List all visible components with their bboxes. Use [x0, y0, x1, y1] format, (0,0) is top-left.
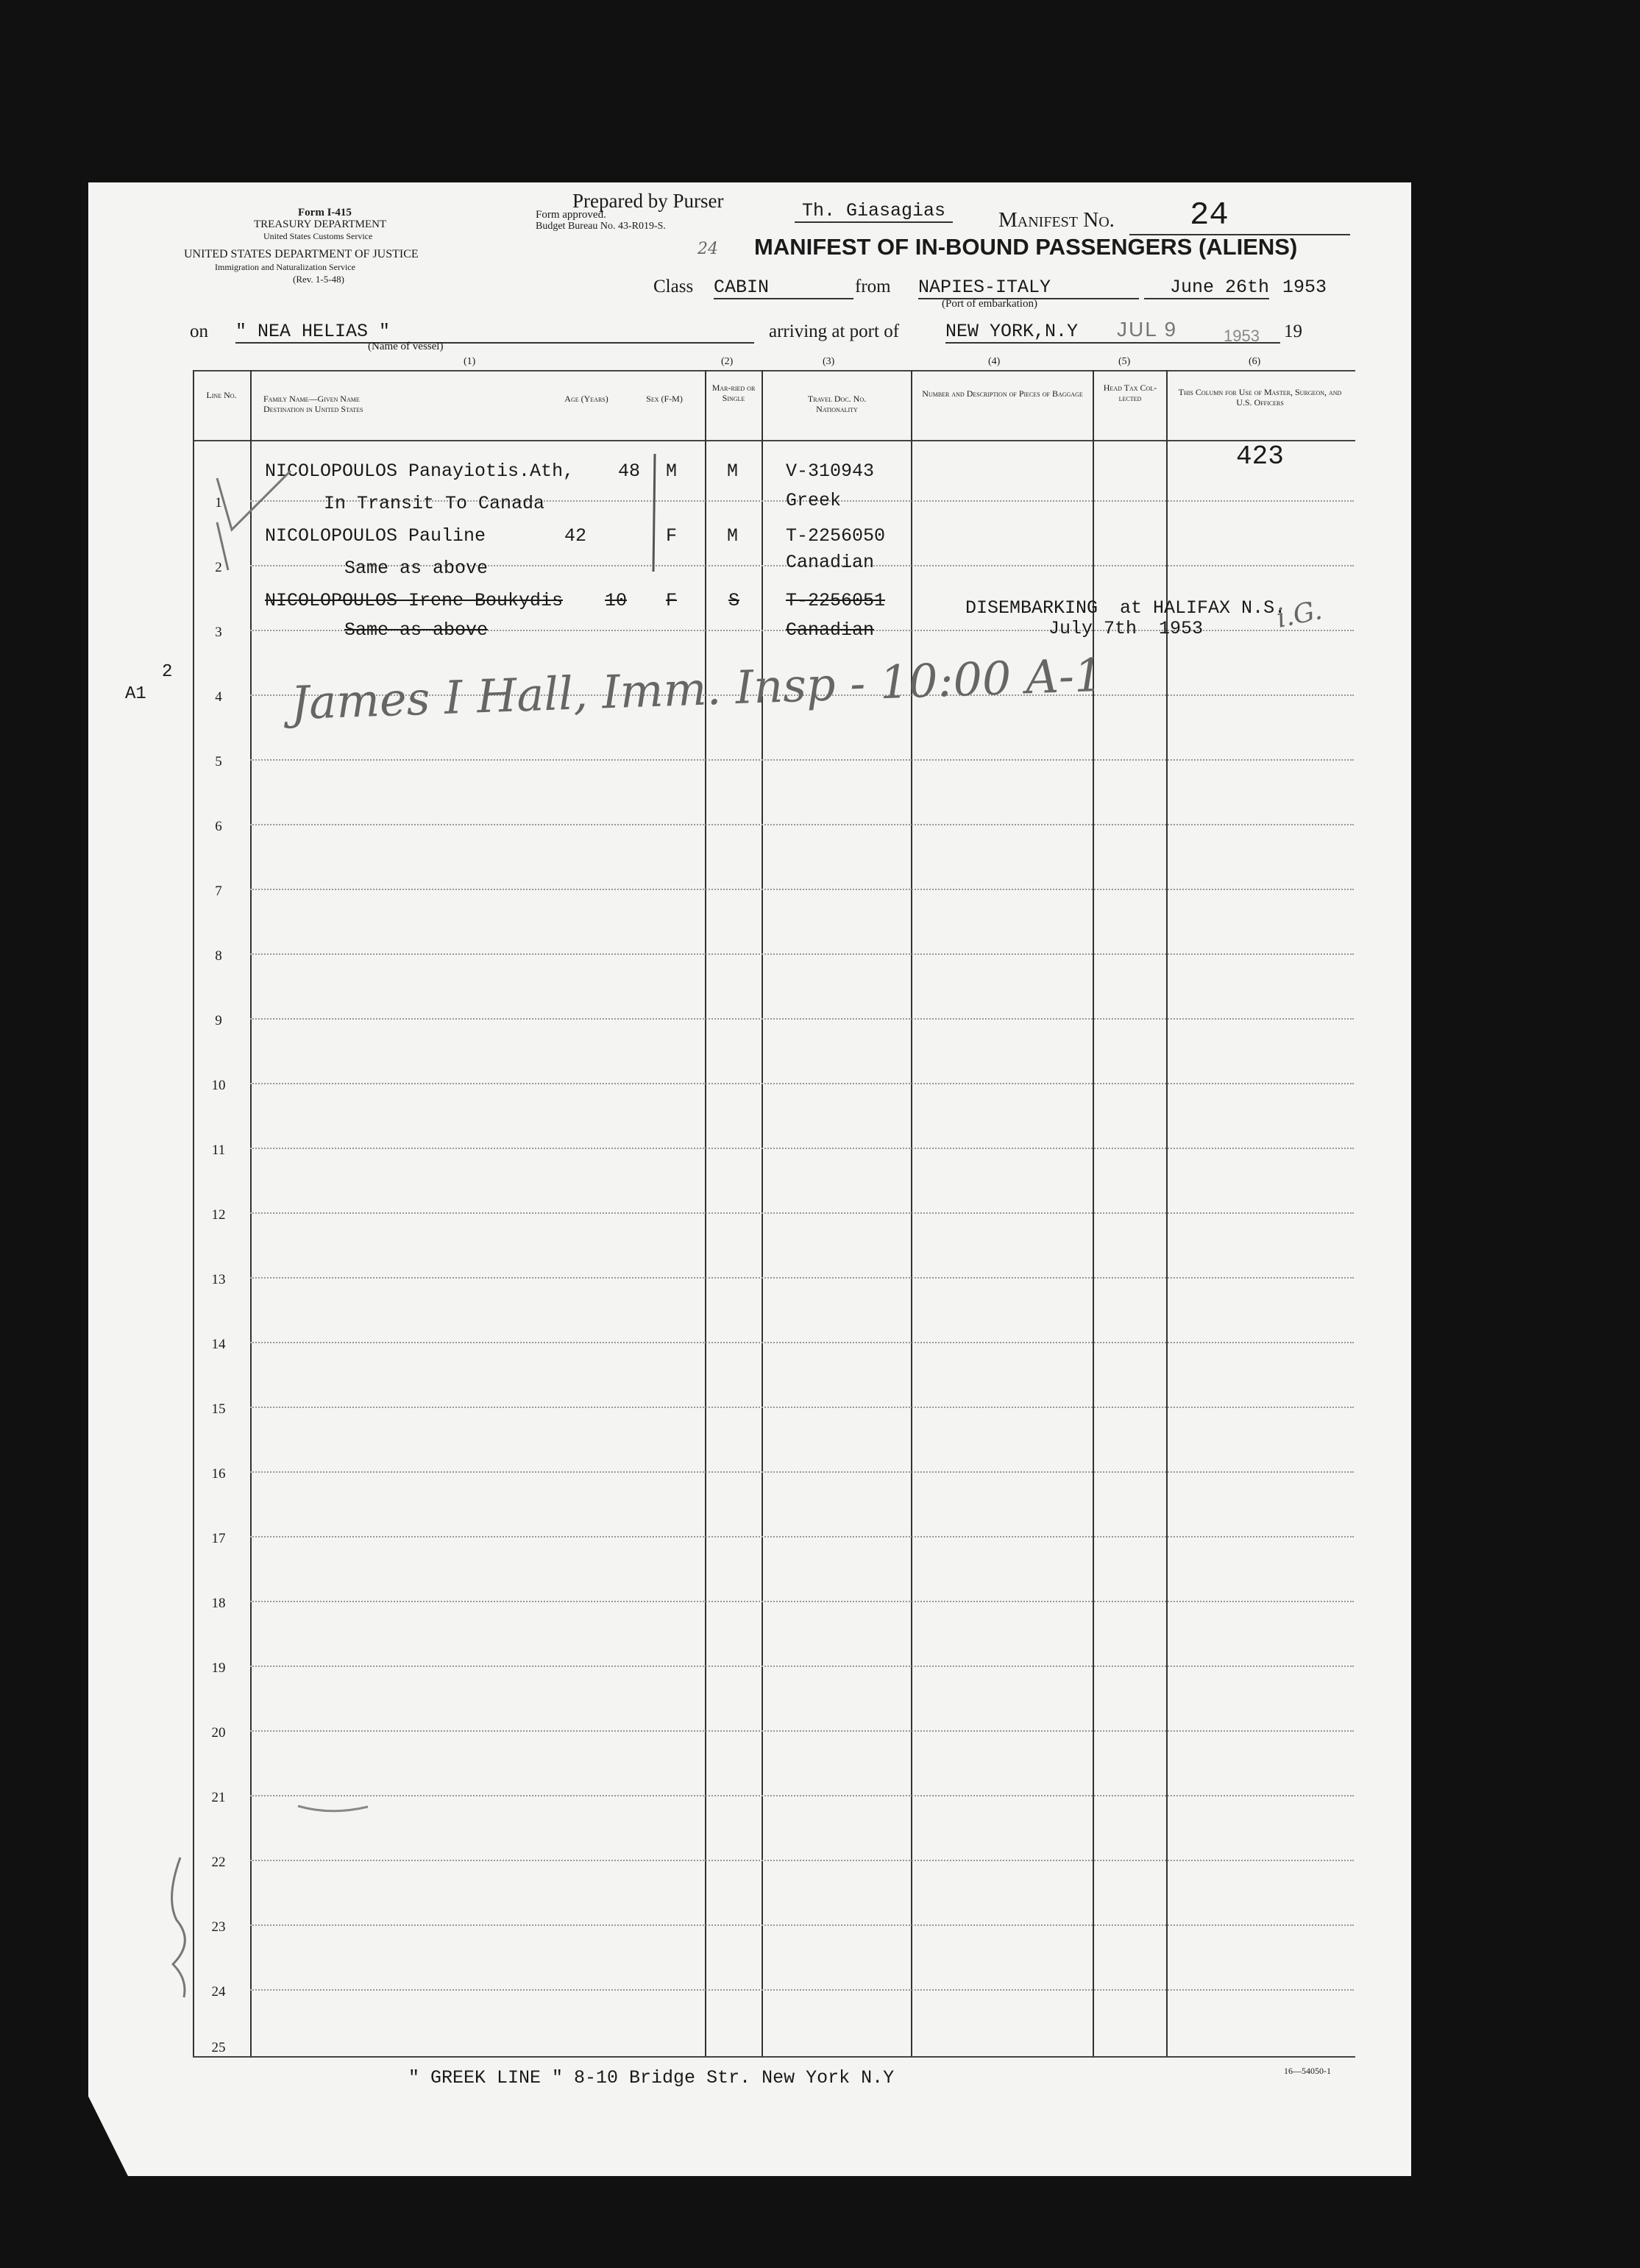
passenger-married: M [727, 461, 739, 482]
officer-number: 423 [1236, 441, 1284, 472]
line-number: 24 [211, 1984, 226, 1999]
class-label: Class [653, 277, 694, 296]
row-divider [250, 1666, 1354, 1667]
year-prefix: 19 [1284, 321, 1302, 341]
manifest-number: 24 [1190, 197, 1229, 234]
row-divider [250, 889, 1354, 890]
passenger-sex: F [666, 525, 678, 547]
port-of-embarkation: NAPIES-ITALY [918, 277, 1139, 299]
header-baggage: Number and Description of Pieces of Baggage [922, 388, 1083, 399]
line-number: 19 [211, 1660, 226, 1676]
line-number: 12 [211, 1207, 226, 1223]
sailing-date: June 26th [1144, 277, 1269, 299]
prepared-by-label: Prepared by Purser [572, 190, 724, 212]
manifest-title: MANIFEST OF IN-BOUND PASSENGERS (ALIENS) [754, 234, 1298, 260]
destination: Same as above [344, 558, 489, 579]
margin-mark-top: 2 [162, 662, 173, 682]
line-number: 4 [215, 689, 222, 705]
line-number: 7 [215, 884, 222, 899]
treasury-dept: TREASURY DEPARTMENT [254, 218, 387, 230]
header-destination: Destination in United States [263, 404, 363, 414]
passenger-married: S [728, 590, 740, 611]
col-num-3: (3) [823, 356, 835, 367]
column-divider [193, 370, 194, 2056]
row-divider [250, 1407, 1354, 1408]
passenger-sex: F [666, 590, 678, 611]
line-number: 15 [211, 1401, 226, 1417]
row-divider [250, 824, 1354, 825]
col-num-1: (1) [464, 356, 476, 367]
line-number: 8 [215, 948, 222, 964]
line-number: 11 [211, 1142, 226, 1158]
line-number: 13 [211, 1272, 226, 1287]
passenger-age: 48 [618, 461, 641, 482]
sailing-year: 1953 [1282, 277, 1327, 298]
row-divider [250, 1536, 1354, 1538]
arrival-stamp-year: 1953 [1224, 327, 1260, 345]
line-number: 5 [215, 754, 222, 769]
header-bottom-border [193, 440, 1355, 441]
col-num-2: (2) [721, 356, 734, 367]
bracket-mark-icon [647, 450, 662, 575]
line-number: 22 [211, 1855, 226, 1870]
manifest-no-value [1129, 197, 1350, 235]
passenger-age: 10 [605, 590, 628, 611]
inspector-initials: i.G. [1274, 595, 1325, 634]
budget-bureau: Budget Bureau No. 43-R019-S. [536, 221, 666, 232]
line-number: 1 [215, 495, 222, 511]
row-divider [250, 1277, 1354, 1279]
line-number: 3 [215, 625, 222, 640]
pencil-scribble-icon [151, 1854, 210, 2001]
disembark-note: DISEMBARKING at HALIFAX N.S. [965, 597, 1286, 619]
table-bottom-border [193, 2056, 1355, 2058]
header-name: Family Name—Given Name [263, 394, 360, 404]
row-divider [250, 1795, 1354, 1796]
from-label: from [855, 277, 891, 296]
arriving-label: arriving at port of [769, 321, 900, 341]
line-number: 14 [211, 1337, 226, 1352]
line-number: 17 [211, 1531, 226, 1546]
header-officers: This Column for Use of Master, Surgeon, and U.S. Officers [1178, 387, 1342, 408]
destination: Same as above [344, 619, 489, 641]
line-number: 23 [211, 1919, 226, 1935]
col-num-5: (5) [1118, 356, 1131, 367]
header-head-tax: Head Tax Col-lected [1103, 383, 1157, 403]
row-divider [250, 1148, 1354, 1149]
line-number: 16 [211, 1466, 226, 1482]
nationality: Greek [786, 490, 842, 511]
line-number: 20 [211, 1725, 226, 1741]
on-label: on [190, 321, 208, 341]
line-number: 2 [215, 560, 222, 575]
header-age: Age (Years) [564, 394, 608, 404]
header-married: Mar-ried or Single [711, 383, 756, 403]
nationality: Canadian [786, 619, 875, 641]
row-divider [250, 1730, 1354, 1732]
purser-name: Th. Giasagias [795, 200, 953, 223]
footer-line: " GREEK LINE " 8-10 Bridge Str. New York N.Y [408, 2067, 895, 2089]
destination: In Transit To Canada [324, 493, 545, 514]
vessel-caption: (Name of vessel) [368, 341, 444, 352]
passenger-name: NICOLOPOULOS Pauline [265, 525, 486, 547]
row-divider [250, 1083, 1354, 1084]
manifest-no-label: Manifest No. [998, 208, 1115, 232]
header-line-no: Line No. [206, 390, 237, 400]
passenger-age: 42 [564, 525, 587, 547]
row-divider [250, 1989, 1354, 1991]
row-divider [250, 1212, 1354, 1214]
disembark-date: July 7th 1953 [1048, 618, 1204, 639]
form-number: Form I-415 [298, 207, 352, 218]
justice-dept: UNITED STATES DEPARTMENT OF JUSTICE [184, 248, 419, 260]
line-number: 21 [211, 1790, 226, 1805]
vessel-name: " NEA HELIAS " [235, 321, 754, 344]
passenger-sex: M [666, 461, 678, 482]
form-approved: Form approved. [536, 209, 606, 221]
passenger-name: NICOLOPOULOS Irene Boukydis [265, 590, 564, 611]
class-note: 24 [697, 240, 718, 258]
travel-doc-no: T-2256051 [786, 590, 886, 611]
passenger-married: M [727, 525, 739, 547]
header-travel-doc: Travel Doc. No. [807, 394, 867, 404]
ins-service: Immigration and Naturalization Service [215, 262, 355, 272]
margin-mark: A1 [125, 684, 146, 704]
row-divider [250, 1018, 1354, 1020]
pencil-dash-icon [294, 1802, 375, 1817]
passenger-name: NICOLOPOULOS Panayiotis.Ath, [265, 461, 575, 482]
col-num-6: (6) [1249, 356, 1261, 367]
revision: (Rev. 1-5-48) [293, 274, 344, 285]
row-divider [250, 1471, 1354, 1473]
footer-code: 16—54050-1 [1284, 2066, 1331, 2076]
line-number: 25 [211, 2040, 226, 2055]
row-divider [250, 1342, 1354, 1343]
travel-doc-no: V-310943 [786, 461, 875, 482]
row-divider [250, 1924, 1354, 1926]
class-value: CABIN [714, 277, 853, 299]
header-nationality: Nationality [816, 404, 858, 414]
nationality: Canadian [786, 552, 875, 573]
row-divider [250, 1601, 1354, 1602]
table-top-border [193, 370, 1355, 372]
line-number: 9 [215, 1013, 222, 1028]
customs-service: United States Customs Service [263, 231, 373, 241]
arrival-port: NEW YORK,N.Y [945, 321, 1280, 344]
row-divider [250, 1860, 1354, 1861]
port-caption: (Port of embarkation) [942, 298, 1037, 310]
header-sex: Sex (F-M) [646, 394, 683, 404]
row-divider [250, 759, 1354, 761]
inspector-signature: James I Hall, Imm. Insp - 10:00 A-1 [290, 647, 1104, 730]
row-divider [250, 953, 1354, 955]
line-number: 18 [211, 1596, 226, 1611]
line-number: 6 [215, 819, 222, 834]
travel-doc-no: T-2256050 [786, 525, 886, 547]
col-num-4: (4) [988, 356, 1001, 367]
check-mark-icon [210, 463, 298, 574]
arrival-stamp-date: JUL 9 [1117, 318, 1178, 341]
line-number: 10 [211, 1078, 226, 1093]
